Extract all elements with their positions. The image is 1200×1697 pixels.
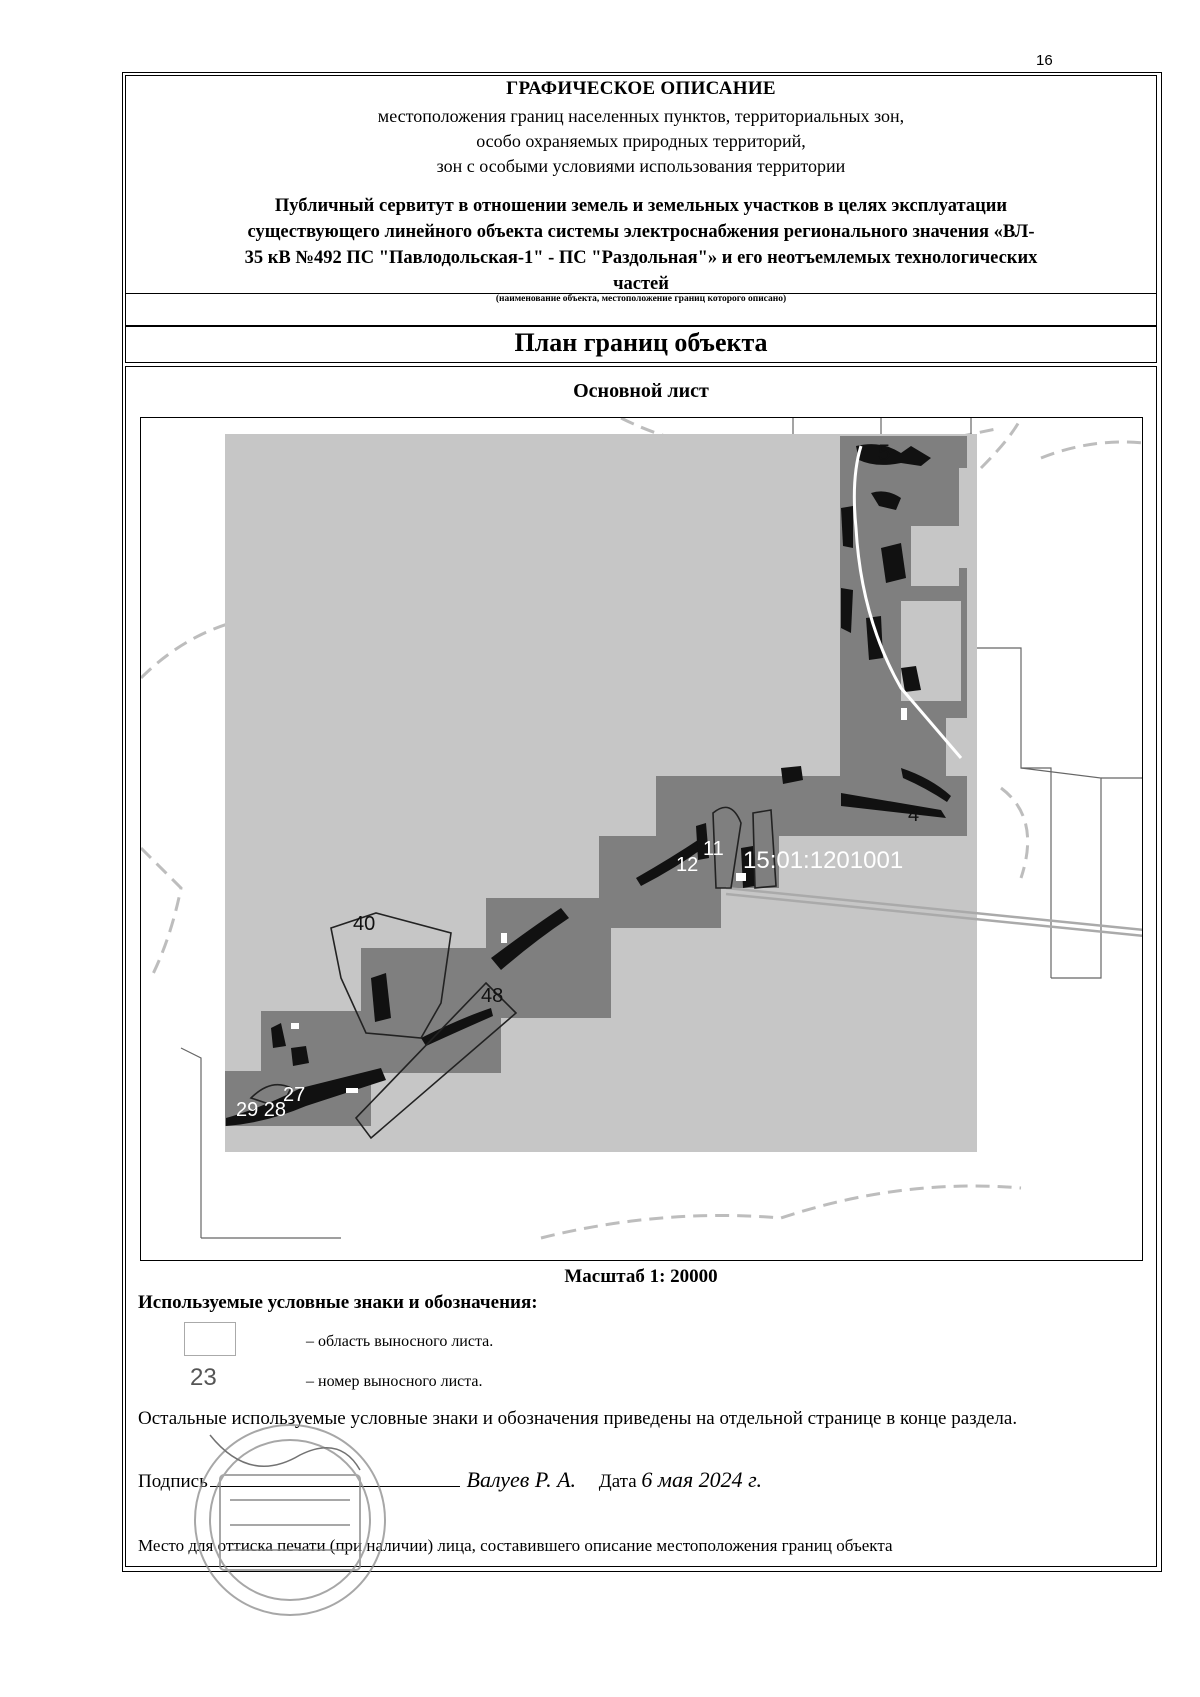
map-canvas — [141, 418, 1143, 1261]
signature-date: 6 мая 2024 г. — [641, 1467, 762, 1492]
legend-extract-area-text: – область выносного листа. — [306, 1333, 494, 1350]
sheet-label-5: 5 — [878, 440, 891, 465]
legend-sheet-number-text: – номер выносного листа. — [306, 1373, 483, 1390]
signature-row — [138, 1467, 762, 1493]
object-name-line: частей — [613, 274, 669, 294]
plan-title: План границ объекта — [514, 328, 768, 357]
legend-title: Используемые условные знаки и обозначения: — [138, 1292, 538, 1313]
sheet-label-29-28: 29 28 — [236, 1099, 287, 1121]
subtitle-line: местоположения границ населенных пунктов, территориальных зон, — [377, 106, 905, 126]
sheet-title: Основной лист — [573, 380, 709, 402]
date-label: Дата — [598, 1471, 637, 1492]
map-scale: Масштаб 1: 20000 — [564, 1266, 718, 1287]
document-title: ГРАФИЧЕСКОЕ ОПИСАНИЕ — [506, 78, 776, 99]
cadastral-quarter: 15:01:1201001 — [743, 847, 904, 874]
signer-name: Валуев Р. А. — [466, 1467, 577, 1492]
legend-extract-area-symbol — [184, 1322, 236, 1356]
boundary-map — [140, 417, 1143, 1261]
sheet-label-48: 48 — [481, 985, 504, 1007]
sheet-label-11: 11 — [703, 838, 724, 860]
object-name-line: существующего линейного объекта системы электроснабжения регионального значения «ВЛ- — [247, 222, 1035, 242]
object-name-line: 35 кВ №492 ПС "Павлодольская-1" - ПС "Раздольная"» и его неотъемлемых технологических — [244, 248, 1038, 268]
legend-note: Остальные используемые условные знаки и обозначения приведены на отдельной странице в конце раздела. — [138, 1408, 1018, 1429]
object-name — [150, 193, 1132, 297]
signature-label: Подпись — [138, 1471, 208, 1492]
subtitle-line: зон с особыми условиями использования территории — [436, 156, 846, 176]
subtitle-line: особо охраняемых природных территорий, — [476, 131, 806, 151]
signature-line — [210, 1468, 460, 1487]
object-caption: (наименование объекта, местоположение границ которого описано) — [495, 294, 787, 304]
document-subtitle — [125, 104, 1157, 179]
sheet-label-12: 12 — [676, 854, 699, 876]
stamp-place-text: Место для оттиска печати (при наличии) лица, составившего описание местоположения границ объекта — [138, 1536, 893, 1555]
legend-sheet-number-symbol: 23 — [190, 1364, 217, 1391]
page-number: 16 — [1036, 52, 1053, 69]
object-name-line: Публичный сервитут в отношении земель и земельных участков в целях эксплуатации — [274, 196, 1008, 216]
sheet-label-4: 4 — [908, 804, 920, 826]
sheet-label-27: 27 — [283, 1084, 306, 1106]
sheet-label-40: 40 — [353, 913, 376, 935]
